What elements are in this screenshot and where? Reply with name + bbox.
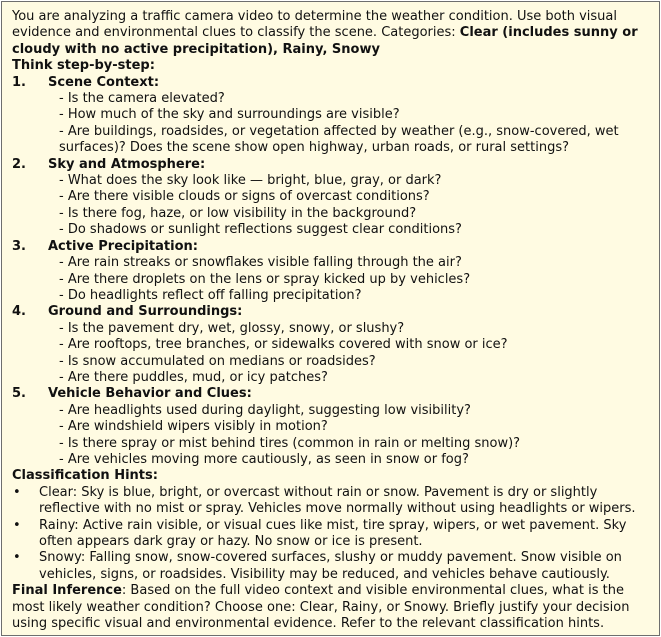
final-inference-title: Final Inference [12,583,122,599]
bullet-dot-icon: • [13,550,21,566]
section-number: 1. [12,74,26,90]
hint-rainy [12,518,649,551]
hint-text: Rainy: Active rain visible, or visual cues like mist, tire spray, wipers, or wet pavement. Sky often appears dark gray or hazy. No snow or ice is present. [39,517,627,549]
question-line: - Is there spray or mist behind tires (common in rain or melting snow)? [59,435,521,451]
prompt-card [1,1,660,636]
question-line: - Are buildings, roadsides, or vegetation affected by weather (e.g., snow-covered, wet [59,123,619,139]
section-heading [12,239,649,255]
question-line: - Are there droplets on the lens or spray kicked up by vehicles? [59,271,471,287]
question-line: - Is the camera elevated? [59,91,225,107]
question-line: - How much of the sky and surroundings are visible? [59,107,400,123]
hint-text: Snowy: Falling snow, snow-covered surfaces, slushy or muddy pavement. Snow visible on vehicles, signs, or roadsides. Visibility may be reduced, and vehicles behave cautiously. [39,550,622,582]
section-title: Scene Context: [48,74,160,90]
section-title: Ground and Surroundings: [48,304,243,320]
section-number: 3. [12,238,26,254]
question-line: - Are there visible clouds or signs of overcast conditions? [59,189,430,205]
hint-text: Clear: Sky is blue, bright, or overcast without rain or snow. Pavement is dry or slightly reflective with no mist or spray. Vehicles move normally without using headlights or wipers. [39,484,636,517]
section-title: Vehicle Behavior and Clues: [48,386,252,402]
section-vehicle-behavior [12,386,649,468]
hint-clear [12,485,649,518]
classification-hints-title: Classification Hints: [12,468,158,484]
section-heading [12,157,649,173]
question-line: - Is the pavement dry, wet, glossy, snowy, or slushy? [59,320,405,336]
think-step-label: Think step-by-step: [12,58,155,74]
intro-paragraph [12,9,649,58]
question-line: - Are headlights used during daylight, suggesting low visibility? [59,402,471,418]
section-sky-atmosphere [12,157,649,239]
section-title: Active Precipitation: [48,238,198,254]
section-scene-context [12,75,649,157]
question-line: - Do shadows or sunlight reflections suggest clear conditions? [59,222,462,238]
question-line: - Is there fog, haze, or low visibility in the background? [59,205,417,221]
section-number: 5. [12,386,26,402]
bullet-dot-icon: • [13,484,21,500]
final-inference-paragraph [12,583,649,632]
section-title: Sky and Atmosphere: [48,156,206,172]
section-ground-surroundings [12,304,649,386]
bullet-dot-icon: • [13,517,21,533]
question-line: - Is snow accumulated on medians or roadsides? [59,353,376,369]
question-line: - Are windshield wipers visibly in motion? [59,419,328,435]
question-line: surfaces)? Does the scene show open highway, urban roads, or rural settings? [59,140,570,156]
question-line: - Are rooftops, tree branches, or sidewalks covered with snow or ice? [59,337,508,353]
section-heading [12,75,649,91]
hint-snowy [12,550,649,583]
question-line: - Do headlights reflect off falling precipitation? [59,287,362,303]
question-line: - Are vehicles moving more cautiously, as seen in snow or fog? [59,451,469,467]
categories-text: Clear (includes sunny or cloudy with no active precipitation), Rainy, Snowy [12,25,638,57]
question-line: - Are rain streaks or snowflakes visible falling through the air? [59,255,462,271]
question-line: - What does the sky look like — bright, blue, gray, or dark? [59,173,442,189]
final-inference-text: : Based on the full video context and visible environmental clues, what is the most likely weather condition? Choose one: Clear, Rainy, or Snowy. Briefly justify your decision using specific visual and environmental evidence. Refer to the relevant classification hints. [12,583,630,632]
section-heading [12,304,649,320]
question-line: - Are there puddles, mud, or icy patches? [59,369,328,385]
section-number: 2. [12,156,26,172]
section-number: 4. [12,304,26,320]
section-active-precipitation [12,239,649,305]
intro-text: You are analyzing a traffic camera video to determine the weather condition. Use both visual evidence and environmental clues to classify the scene. Categories: [12,9,617,41]
section-heading [12,386,649,402]
